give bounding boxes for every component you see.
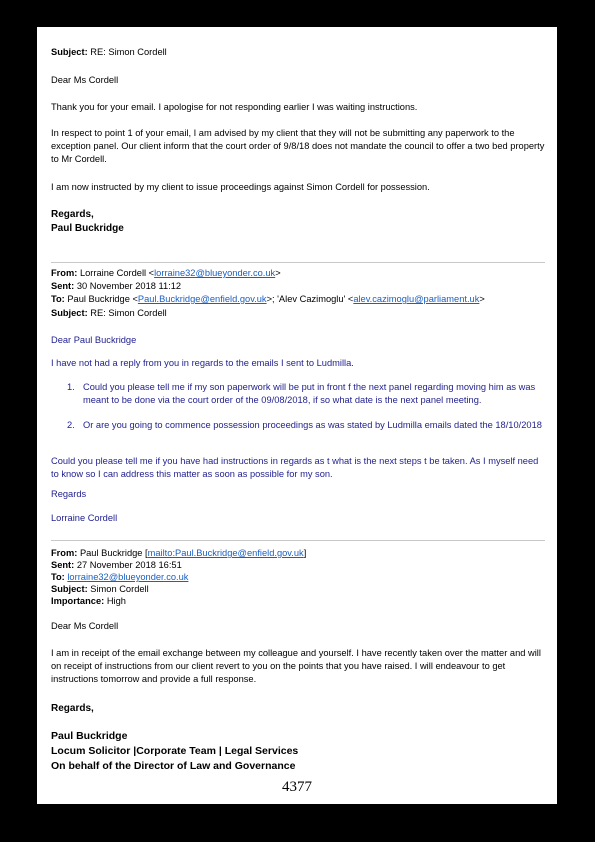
from-close: ] xyxy=(303,548,307,558)
subject-value: RE: Simon Cordell xyxy=(90,308,167,318)
to-label: To: xyxy=(51,294,65,304)
email3-importance-line xyxy=(51,595,545,608)
list-number: 2. xyxy=(67,420,75,430)
subject-label: Subject: xyxy=(51,308,88,318)
email3-greeting: Dear Ms Cordell xyxy=(51,621,119,631)
from-email-link[interactable]: lorraine32@blueyonder.co.uk xyxy=(154,268,276,278)
email2-from-line xyxy=(51,267,545,280)
reply1-name: Paul Buckridge xyxy=(51,223,124,234)
list-number: 1. xyxy=(67,382,75,392)
sent-label: Sent: xyxy=(51,560,75,570)
to-email-link-1[interactable]: Paul.Buckridge@enfield.gov.uk xyxy=(137,294,267,304)
importance-label: Importance: xyxy=(51,596,105,606)
reply1-paragraph-2: In respect to point 1 of your email, I am advised by my client that they will not be submitting any paperwork to the exception panel. Our client inform that the court order of 9/8/18 does not mandate the council to offer a two bed property to Mr Cordell. xyxy=(51,128,545,165)
sent-value: 30 November 2018 11:12 xyxy=(76,281,182,291)
from-label: From: xyxy=(51,268,78,278)
email3-paragraph-1: I am in receipt of the email exchange between my colleague and yourself. I have recently taken over the matter and will on receipt of instructions from our client revert to you on the points that you have raised. I will endeavour to get instructions tomorrow and provide a full response. xyxy=(51,648,541,685)
from-name: Paul Buckridge [ xyxy=(79,548,148,558)
subject-value: RE: Simon Cordell xyxy=(90,47,167,57)
to-email-link-2[interactable]: alev.cazimoglu@parliament.uk xyxy=(353,294,480,304)
list-item xyxy=(67,419,545,432)
email2-to-line xyxy=(51,293,545,306)
email2-paragraph-2: Could you please tell me if you have had instructions in regards as t what is the next steps t be taken. As I myself need to know so I can address this matter as soon as possible for my son. xyxy=(51,456,539,480)
to-name: Paul Buckridge < xyxy=(67,294,138,304)
from-label: From: xyxy=(51,548,78,558)
importance-value: High xyxy=(106,596,126,606)
subject-label: Subject: xyxy=(51,47,88,57)
email2-subject-line xyxy=(51,307,545,320)
email3-regards: Regards, xyxy=(51,703,94,714)
email2-regards: Regards xyxy=(51,489,87,499)
to-close: > xyxy=(479,294,485,304)
document-page xyxy=(37,27,557,804)
email2-paragraph-1: I have not had a reply from you in regards to the emails I sent to Ludmilla. xyxy=(51,358,354,368)
separator xyxy=(51,262,545,263)
signature-title: Locum Solicitor |Corporate Team | Legal Services xyxy=(51,745,299,757)
reply1-greeting: Dear Ms Cordell xyxy=(51,75,119,85)
reply1-subject-line xyxy=(51,46,545,59)
list-item xyxy=(67,381,545,407)
subject-label: Subject: xyxy=(51,584,88,594)
email2-sent-line xyxy=(51,280,545,293)
signature-name: Paul Buckridge xyxy=(51,730,128,742)
sent-value: 27 November 2018 16:51 xyxy=(76,560,182,570)
separator xyxy=(51,540,545,541)
to-label: To: xyxy=(51,572,65,582)
page-number: 4377 xyxy=(282,779,312,795)
subject-value: Simon Cordell xyxy=(90,584,149,594)
list-text: Or are you going to commence possession proceedings as was stated by Ludmilla emails dated the 18/10/2018 xyxy=(83,420,542,430)
from-email-link[interactable]: mailto:Paul.Buckridge@enfield.gov.uk xyxy=(147,548,304,558)
from-close: > xyxy=(275,268,281,278)
signature-org: On behalf of the Director of Law and Governance xyxy=(51,760,296,772)
email2-greeting: Dear Paul Buckridge xyxy=(51,335,137,345)
to-mid: >; 'Alev Cazimoglu' < xyxy=(266,294,354,304)
list-text: Could you please tell me if my son paperwork will be put in front f the next panel regarding moving him as was meant to be done via the court order of the 09/08/2018, if so what date is the next panel meeting. xyxy=(83,382,536,406)
reply1-paragraph-3: I am now instructed by my client to issue proceedings against Simon Cordell for possession. xyxy=(51,182,430,192)
email2-name: Lorraine Cordell xyxy=(51,513,118,523)
to-email-link[interactable]: lorraine32@blueyonder.co.uk xyxy=(67,572,189,582)
from-name: Lorraine Cordell < xyxy=(79,268,155,278)
sent-label: Sent: xyxy=(51,281,75,291)
reply1-paragraph-1: Thank you for your email. I apologise for not responding earlier I was waiting instructions. xyxy=(51,102,418,112)
reply1-regards: Regards, xyxy=(51,209,94,220)
